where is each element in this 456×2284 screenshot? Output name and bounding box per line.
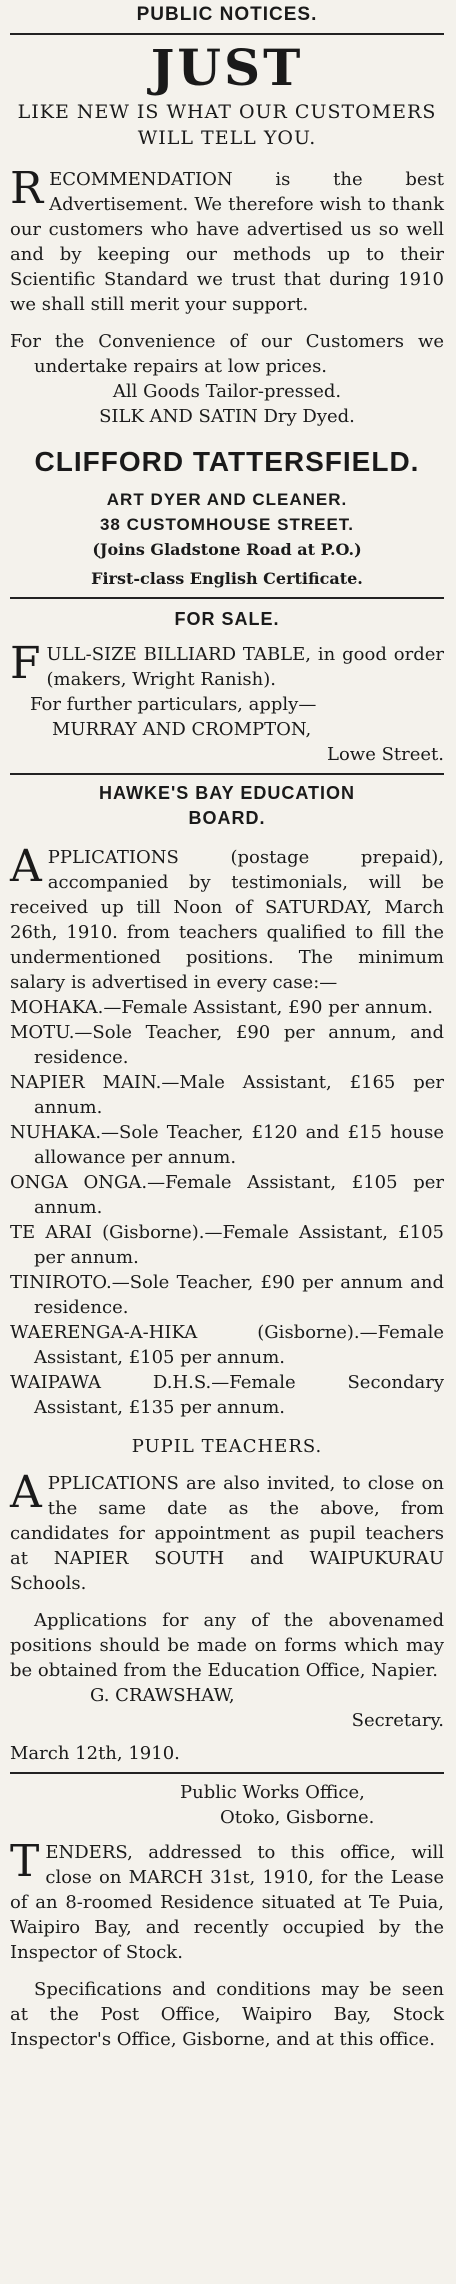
divider bbox=[10, 773, 444, 775]
ad-paragraph bbox=[10, 1836, 444, 1965]
section-title: PUBLIC NOTICES. bbox=[136, 4, 318, 25]
office-line: Public Works Office, bbox=[180, 1782, 365, 1803]
ad-paragraph: For the Convenience of our Customers we undertake repairs at low prices. bbox=[10, 331, 444, 377]
ad-paragraph bbox=[10, 841, 444, 995]
newspaper-column bbox=[0, 2, 456, 2284]
drop-cap: F bbox=[10, 638, 41, 689]
paragraph-text: ULL-SIZE BILLIARD TABLE, in good order (makers, Wright Ranish). bbox=[46, 644, 444, 690]
ad-heading: BOARD. bbox=[188, 808, 266, 828]
drop-cap: A bbox=[10, 841, 42, 892]
ad-subheading: PUPIL TEACHERS. bbox=[131, 1436, 323, 1457]
position-item: NUHAKA.—Sole Teacher, £120 and £15 house allowance per annum. bbox=[10, 1122, 444, 1168]
firm-name: CLIFFORD TATTERSFIELD. bbox=[34, 446, 420, 477]
divider bbox=[10, 597, 444, 599]
drop-cap: T bbox=[10, 1836, 40, 1887]
position-item: WAIPAWA D.H.S.—Female Secondary Assistant, £135 per annum. bbox=[10, 1372, 444, 1418]
ad-heading: HAWKE'S BAY EDUCATION bbox=[99, 783, 355, 803]
drop-cap: R bbox=[10, 163, 44, 214]
firm-location: (Joins Gladstone Road at P.O.) bbox=[92, 540, 362, 559]
firm-address: 38 CUSTOMHOUSE STREET. bbox=[99, 515, 355, 534]
ad-line: All Goods Tailor-pressed. bbox=[112, 381, 342, 402]
education-board-ad bbox=[10, 781, 444, 1766]
position-item: WAERENGA-A-HIKA (Gisborne).—Female Assistant, £105 per annum. bbox=[10, 1322, 444, 1368]
position-item: NAPIER MAIN.—Male Assistant, £165 per annum. bbox=[10, 1072, 444, 1118]
firm-trade: ART DYER AND CLEANER. bbox=[106, 490, 348, 509]
ad-line: SILK AND SATIN Dry Dyed. bbox=[99, 406, 355, 427]
position-item: MOHAKA.—Female Assistant, £90 per annum. bbox=[10, 997, 433, 1018]
position-item: TE ARAI (Gisborne).—Female Assistant, £105 per annum. bbox=[10, 1222, 444, 1268]
divider bbox=[10, 33, 444, 35]
contact-name: MURRAY AND CROMPTON, bbox=[52, 719, 312, 740]
ad-line: For further particulars, apply— bbox=[30, 694, 317, 715]
contact-street: Lowe Street. bbox=[327, 744, 444, 765]
notice-date: March 12th, 1910. bbox=[10, 1743, 180, 1764]
firm-certificate: First-class English Certificate. bbox=[91, 569, 363, 588]
ad-paragraph bbox=[10, 163, 444, 317]
ad-paragraph bbox=[10, 1467, 444, 1596]
tattersfield-ad bbox=[10, 38, 444, 591]
ad-paragraph: Applications for any of the abovenamed positions should be made on forms which may be obtained from the Education Office, Napier. bbox=[10, 1610, 444, 1681]
ad-heading: FOR SALE. bbox=[174, 609, 280, 629]
signer-title: Secretary. bbox=[351, 1710, 444, 1731]
position-item: ONGA ONGA.—Female Assistant, £105 per annum. bbox=[10, 1172, 444, 1218]
divider bbox=[10, 1772, 444, 1774]
position-item: TINIROTO.—Sole Teacher, £90 per annum and residence. bbox=[10, 1272, 444, 1318]
ad-paragraph: Specifications and conditions may be seen at the Post Office, Waipiro Bay, Stock Inspector's Office, Gisborne, and at this office. bbox=[10, 1979, 444, 2050]
ad-paragraph bbox=[10, 638, 444, 692]
for-sale-ad bbox=[10, 607, 444, 767]
office-line: Otoko, Gisborne. bbox=[220, 1807, 375, 1828]
paragraph-text: ENDERS, addressed to this office, will close on MARCH 31st, 1910, for the Lease of an 8-roomed Residence situated at Te Puia, Waipiro Bay, and recently occupied by the Inspector of Stock. bbox=[10, 1842, 444, 1963]
public-works-ad bbox=[10, 1780, 444, 2052]
ad-headline: JUST bbox=[150, 38, 304, 97]
position-list bbox=[10, 995, 444, 1420]
drop-cap: A bbox=[10, 1467, 42, 1518]
signer-name: G. CRAWSHAW, bbox=[90, 1685, 235, 1706]
paragraph-text: PPLICATIONS are also invited, to close on the same date as the above, from candidates for appointment as pupil teachers at NAPIER SOUTH and WAIPUKURAU Schools. bbox=[10, 1473, 444, 1594]
ad-subhead: LIKE NEW IS WHAT OUR CUSTOMERS WILL TELL YOU. bbox=[17, 101, 437, 149]
paragraph-text: PPLICATIONS (postage prepaid), accompanied by testimonials, will be received up till Noon of SATURDAY, March 26th, 1910. from teachers qualified to fill the undermentioned positions. The minimum salary is advertised in every case:— bbox=[10, 847, 444, 993]
paragraph-text: ECOMMENDATION is the best Advertisement. We therefore wish to thank our customers who have advertised us so well and by keeping our methods up to their Scientific Standard we trust that during 1910 we shall still merit your support. bbox=[10, 169, 444, 315]
position-item: MOTU.—Sole Teacher, £90 per annum, and residence. bbox=[10, 1022, 444, 1068]
